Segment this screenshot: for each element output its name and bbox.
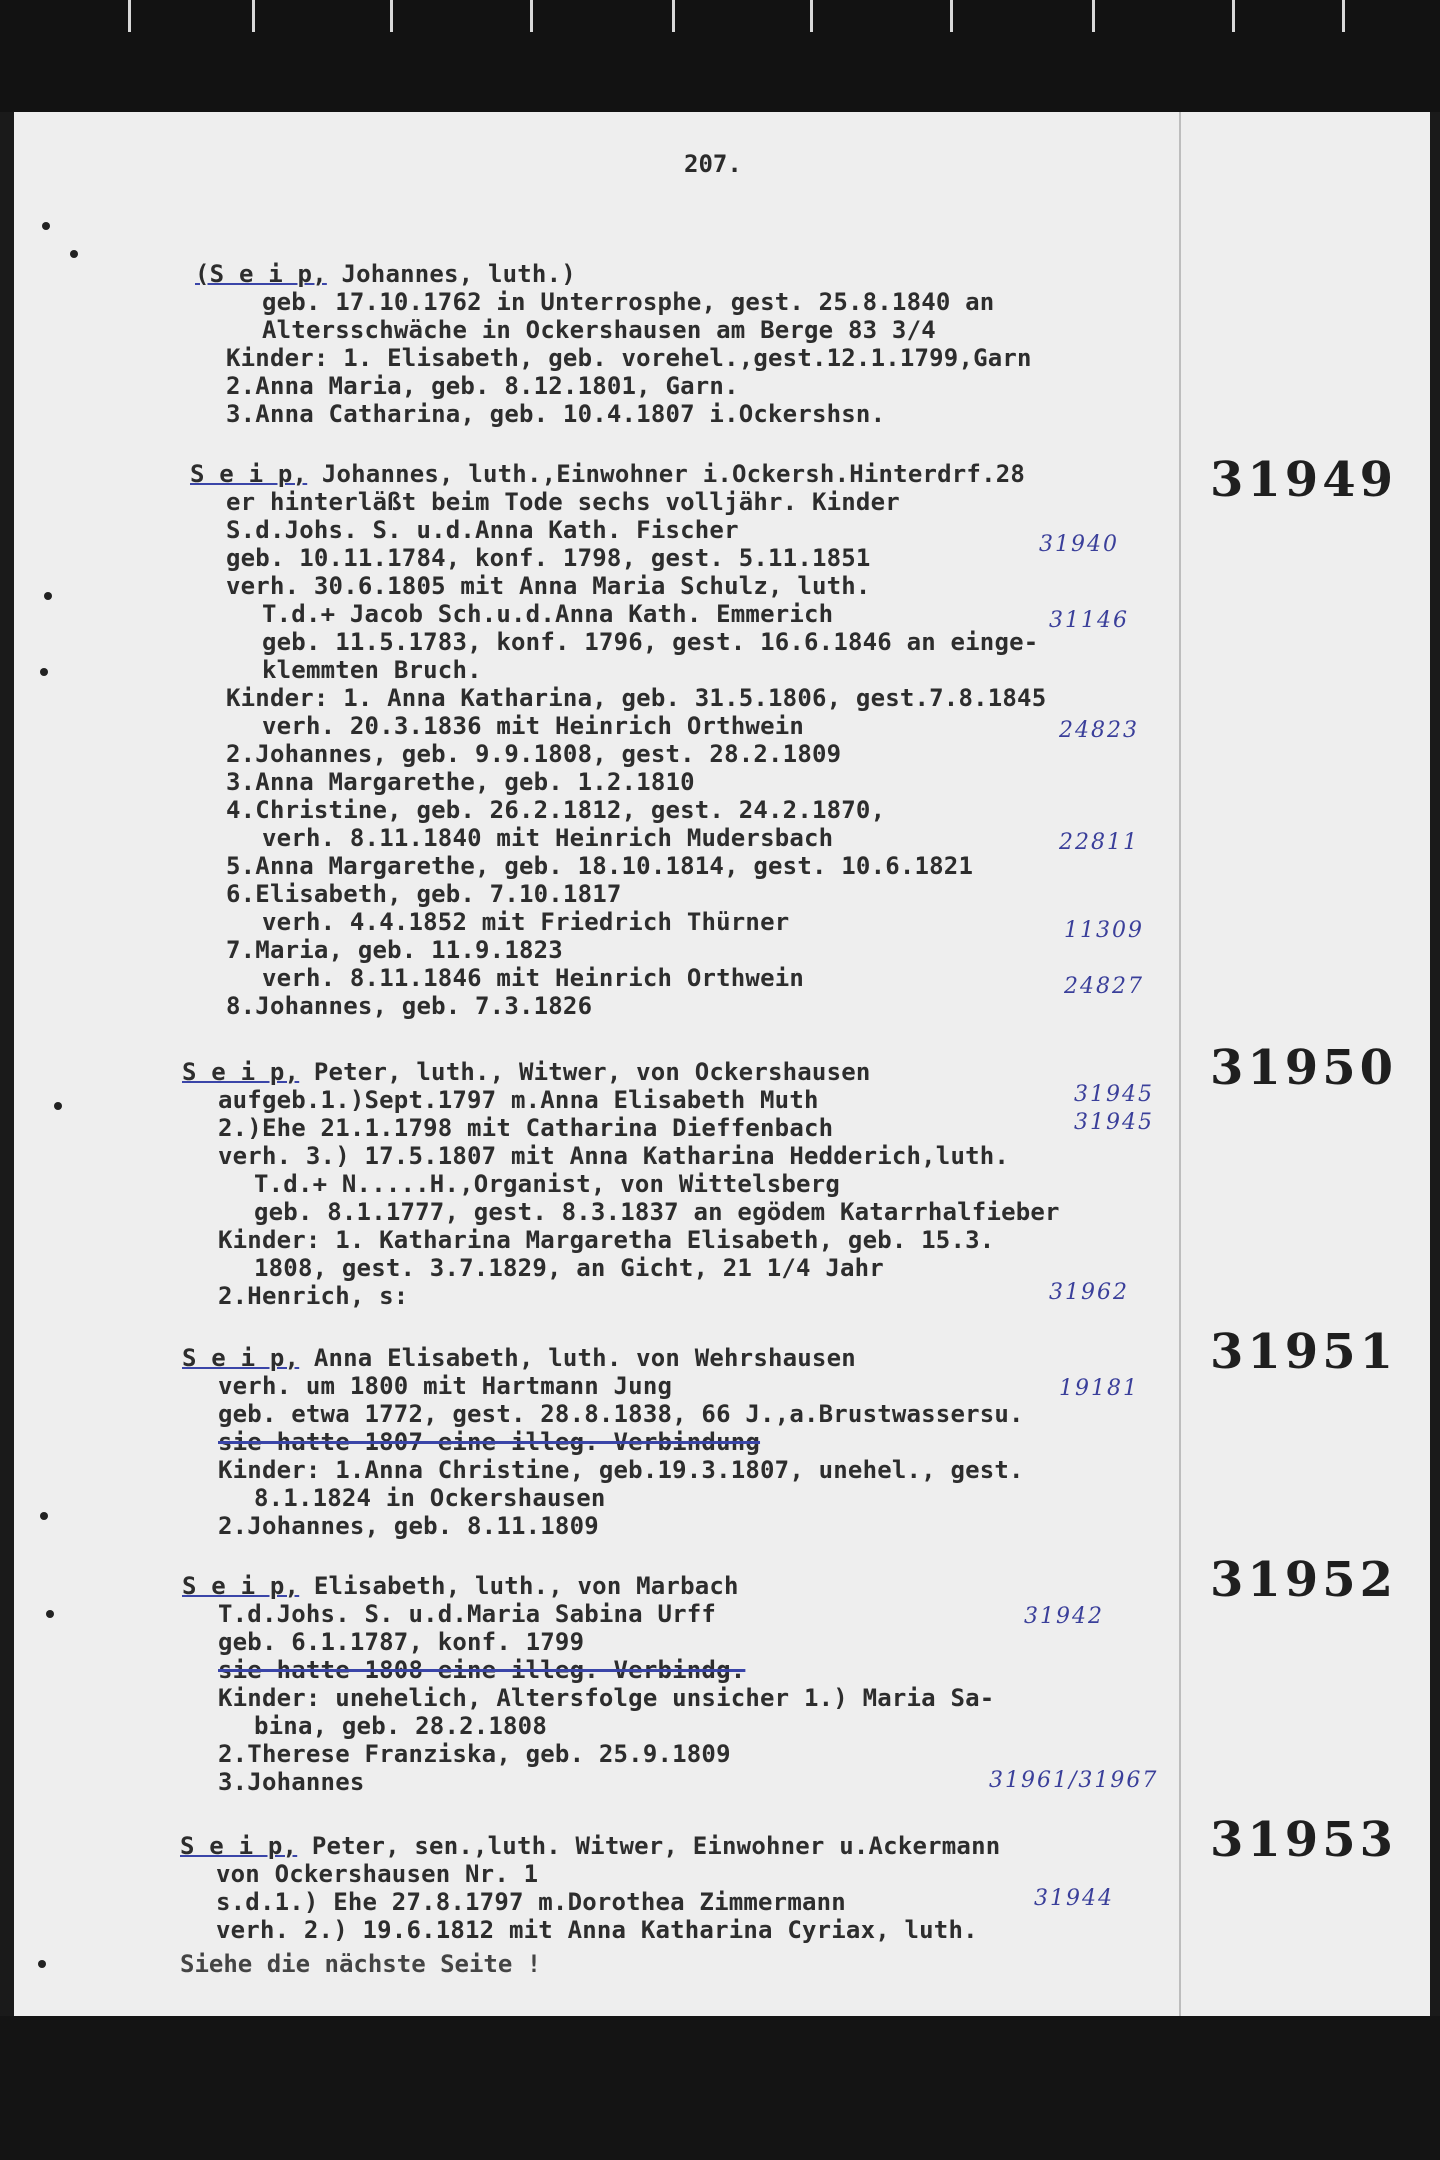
record-line: 3.Johannes	[218, 1768, 365, 1796]
record-line: sie hatte 1807 eine illeg. Verbindung	[218, 1428, 761, 1456]
handwritten-reference: 31940	[1039, 532, 1119, 557]
record-line: 8.Johannes, geb. 7.3.1826	[226, 992, 593, 1020]
record-line: Kinder: 1.Anna Christine, geb.19.3.1807, unehel., gest.	[218, 1456, 1024, 1484]
record-line: 1808, gest. 3.7.1829, an Gicht, 21 1/4 Jahr	[254, 1254, 884, 1282]
record-line: T.d.Johs. S. u.d.Maria Sabina Urff	[218, 1600, 717, 1628]
record-line: 2.)Ehe 21.1.1798 mit Catharina Dieffenbach	[218, 1114, 834, 1142]
handwritten-reference: 31945	[1074, 1082, 1154, 1107]
handwritten-reference: 31146	[1049, 608, 1129, 633]
record-number: 31951	[1210, 1324, 1397, 1380]
record-line: geb. 10.11.1784, konf. 1798, gest. 5.11.1851	[226, 544, 871, 572]
punch-hole	[42, 222, 50, 230]
ruler-tick	[128, 0, 131, 32]
punch-hole	[38, 1960, 46, 1968]
handwritten-reference: 19181	[1059, 1376, 1139, 1401]
record-line: Kinder: 1. Anna Katharina, geb. 31.5.1806, gest.7.8.1845	[226, 684, 1047, 712]
record-number: 31953	[1210, 1812, 1397, 1868]
record-line: verh. 30.6.1805 mit Anna Maria Schulz, luth.	[226, 572, 871, 600]
handwritten-reference: 31961/31967	[989, 1768, 1159, 1793]
record-line: geb. etwa 1772, gest. 28.8.1838, 66 J.,a.Brustwassersu.	[218, 1400, 1024, 1428]
record-line: 5.Anna Margarethe, geb. 18.10.1814, gest. 10.6.1821	[226, 852, 974, 880]
record-line: 4.Christine, geb. 26.2.1812, gest. 24.2.1870,	[226, 796, 886, 824]
record-line: 7.Maria, geb. 11.9.1823	[226, 936, 563, 964]
record-line: 2.Anna Maria, geb. 8.12.1801, Garn.	[226, 372, 739, 400]
record-line: verh. 4.4.1852 mit Friedrich Thürner	[262, 908, 790, 936]
ruler-tick	[1092, 0, 1095, 32]
handwritten-reference: 31945	[1074, 1110, 1154, 1135]
record-heading: S e i p, Elisabeth, luth., von Marbach	[182, 1572, 739, 1600]
record-line: klemmten Bruch.	[262, 656, 482, 684]
ruler-tick	[530, 0, 533, 32]
record-line: Kinder: unehelich, Altersfolge unsicher 1.) Maria Sa-	[218, 1684, 995, 1712]
punch-hole	[40, 668, 48, 676]
record-line: T.d.+ N.....H.,Organist, von Wittelsberg	[254, 1170, 840, 1198]
record-heading: S e i p, Peter, sen.,luth. Witwer, Einwohner u.Ackermann	[180, 1832, 1001, 1860]
record-heading: (S e i p, Johannes, luth.)	[195, 260, 576, 288]
handwritten-reference: 11309	[1064, 918, 1144, 943]
record-line: er hinterläßt beim Tode sechs volljähr. Kinder	[226, 488, 900, 516]
record-line: 2.Johannes, geb. 8.11.1809	[218, 1512, 599, 1540]
record-heading: S e i p, Peter, luth., Witwer, von Ockershausen	[182, 1058, 871, 1086]
record-number: 31950	[1210, 1040, 1397, 1096]
handwritten-reference: 31944	[1034, 1886, 1114, 1911]
record-line: verh. 8.11.1846 mit Heinrich Orthwein	[262, 964, 805, 992]
ruler-tick	[810, 0, 813, 32]
document-page	[14, 112, 1430, 2024]
footer-note: Siehe die nächste Seite !	[180, 1950, 542, 1978]
ruler-tick	[672, 0, 675, 32]
page-number: 207.	[684, 150, 742, 178]
record-line: 6.Elisabeth, geb. 7.10.1817	[226, 880, 622, 908]
handwritten-reference: 31962	[1049, 1280, 1129, 1305]
record-line: 2.Therese Franziska, geb. 25.9.1809	[218, 1740, 731, 1768]
ruler-tick	[1342, 0, 1345, 32]
handwritten-reference: 31942	[1024, 1604, 1104, 1629]
handwritten-reference: 24827	[1064, 974, 1144, 999]
punch-hole	[40, 1512, 48, 1520]
ruler-tick	[950, 0, 953, 32]
record-number: 31952	[1210, 1552, 1397, 1608]
record-number: 31949	[1210, 452, 1397, 508]
record-line: geb. 17.10.1762 in Unterrosphe, gest. 25.8.1840 an	[262, 288, 995, 316]
record-line: aufgeb.1.)Sept.1797 m.Anna Elisabeth Muth	[218, 1086, 819, 1114]
record-line: verh. 20.3.1836 mit Heinrich Orthwein	[262, 712, 805, 740]
scanner-top-strip	[0, 0, 1440, 112]
ruler-tick	[252, 0, 255, 32]
punch-hole	[54, 1102, 62, 1110]
margin-rule	[1179, 112, 1181, 2024]
record-line: 8.1.1824 in Ockershausen	[254, 1484, 606, 1512]
record-line: Kinder: 1. Elisabeth, geb. vorehel.,gest.12.1.1799,Garn	[226, 344, 1032, 372]
punch-hole	[46, 1610, 54, 1618]
record-heading: S e i p, Johannes, luth.,Einwohner i.Ockersh.Hinterdrf.28	[190, 460, 1026, 488]
record-line: bina, geb. 28.2.1808	[254, 1712, 547, 1740]
scanner-bottom-strip	[0, 2016, 1440, 2160]
handwritten-reference: 24823	[1059, 718, 1139, 743]
handwritten-reference: 22811	[1059, 830, 1139, 855]
record-line: von Ockershausen Nr. 1	[216, 1860, 539, 1888]
record-line: verh. um 1800 mit Hartmann Jung	[218, 1372, 673, 1400]
record-line: geb. 8.1.1777, gest. 8.3.1837 an egödem Katarrhalfieber	[254, 1198, 1060, 1226]
record-line: S.d.Johs. S. u.d.Anna Kath. Fischer	[226, 516, 739, 544]
punch-hole	[70, 250, 78, 258]
record-line: 2.Johannes, geb. 9.9.1808, gest. 28.2.1809	[226, 740, 842, 768]
record-line: Kinder: 1. Katharina Margaretha Elisabeth, geb. 15.3.	[218, 1226, 995, 1254]
record-line: sie hatte 1808 eine illeg. Verbindg.	[218, 1656, 746, 1684]
record-line: 3.Anna Margarethe, geb. 1.2.1810	[226, 768, 695, 796]
ruler-tick	[1232, 0, 1235, 32]
record-line: s.d.1.) Ehe 27.8.1797 m.Dorothea Zimmermann	[216, 1888, 846, 1916]
record-line: Altersschwäche in Ockershausen am Berge 83 3/4	[262, 316, 936, 344]
record-line: 3.Anna Catharina, geb. 10.4.1807 i.Ockershsn.	[226, 400, 886, 428]
record-line: T.d.+ Jacob Sch.u.d.Anna Kath. Emmerich	[262, 600, 834, 628]
record-line: verh. 8.11.1840 mit Heinrich Mudersbach	[262, 824, 834, 852]
record-line: geb. 6.1.1787, konf. 1799	[218, 1628, 585, 1656]
punch-hole	[44, 592, 52, 600]
record-line: verh. 3.) 17.5.1807 mit Anna Katharina Hedderich,luth.	[218, 1142, 1010, 1170]
ruler-tick	[390, 0, 393, 32]
record-line: 2.Henrich, s:	[218, 1282, 409, 1310]
record-line: verh. 2.) 19.6.1812 mit Anna Katharina Cyriax, luth.	[216, 1916, 978, 1944]
record-heading: S e i p, Anna Elisabeth, luth. von Wehrshausen	[182, 1344, 856, 1372]
record-line: geb. 11.5.1783, konf. 1796, gest. 16.6.1846 an einge-	[262, 628, 1039, 656]
